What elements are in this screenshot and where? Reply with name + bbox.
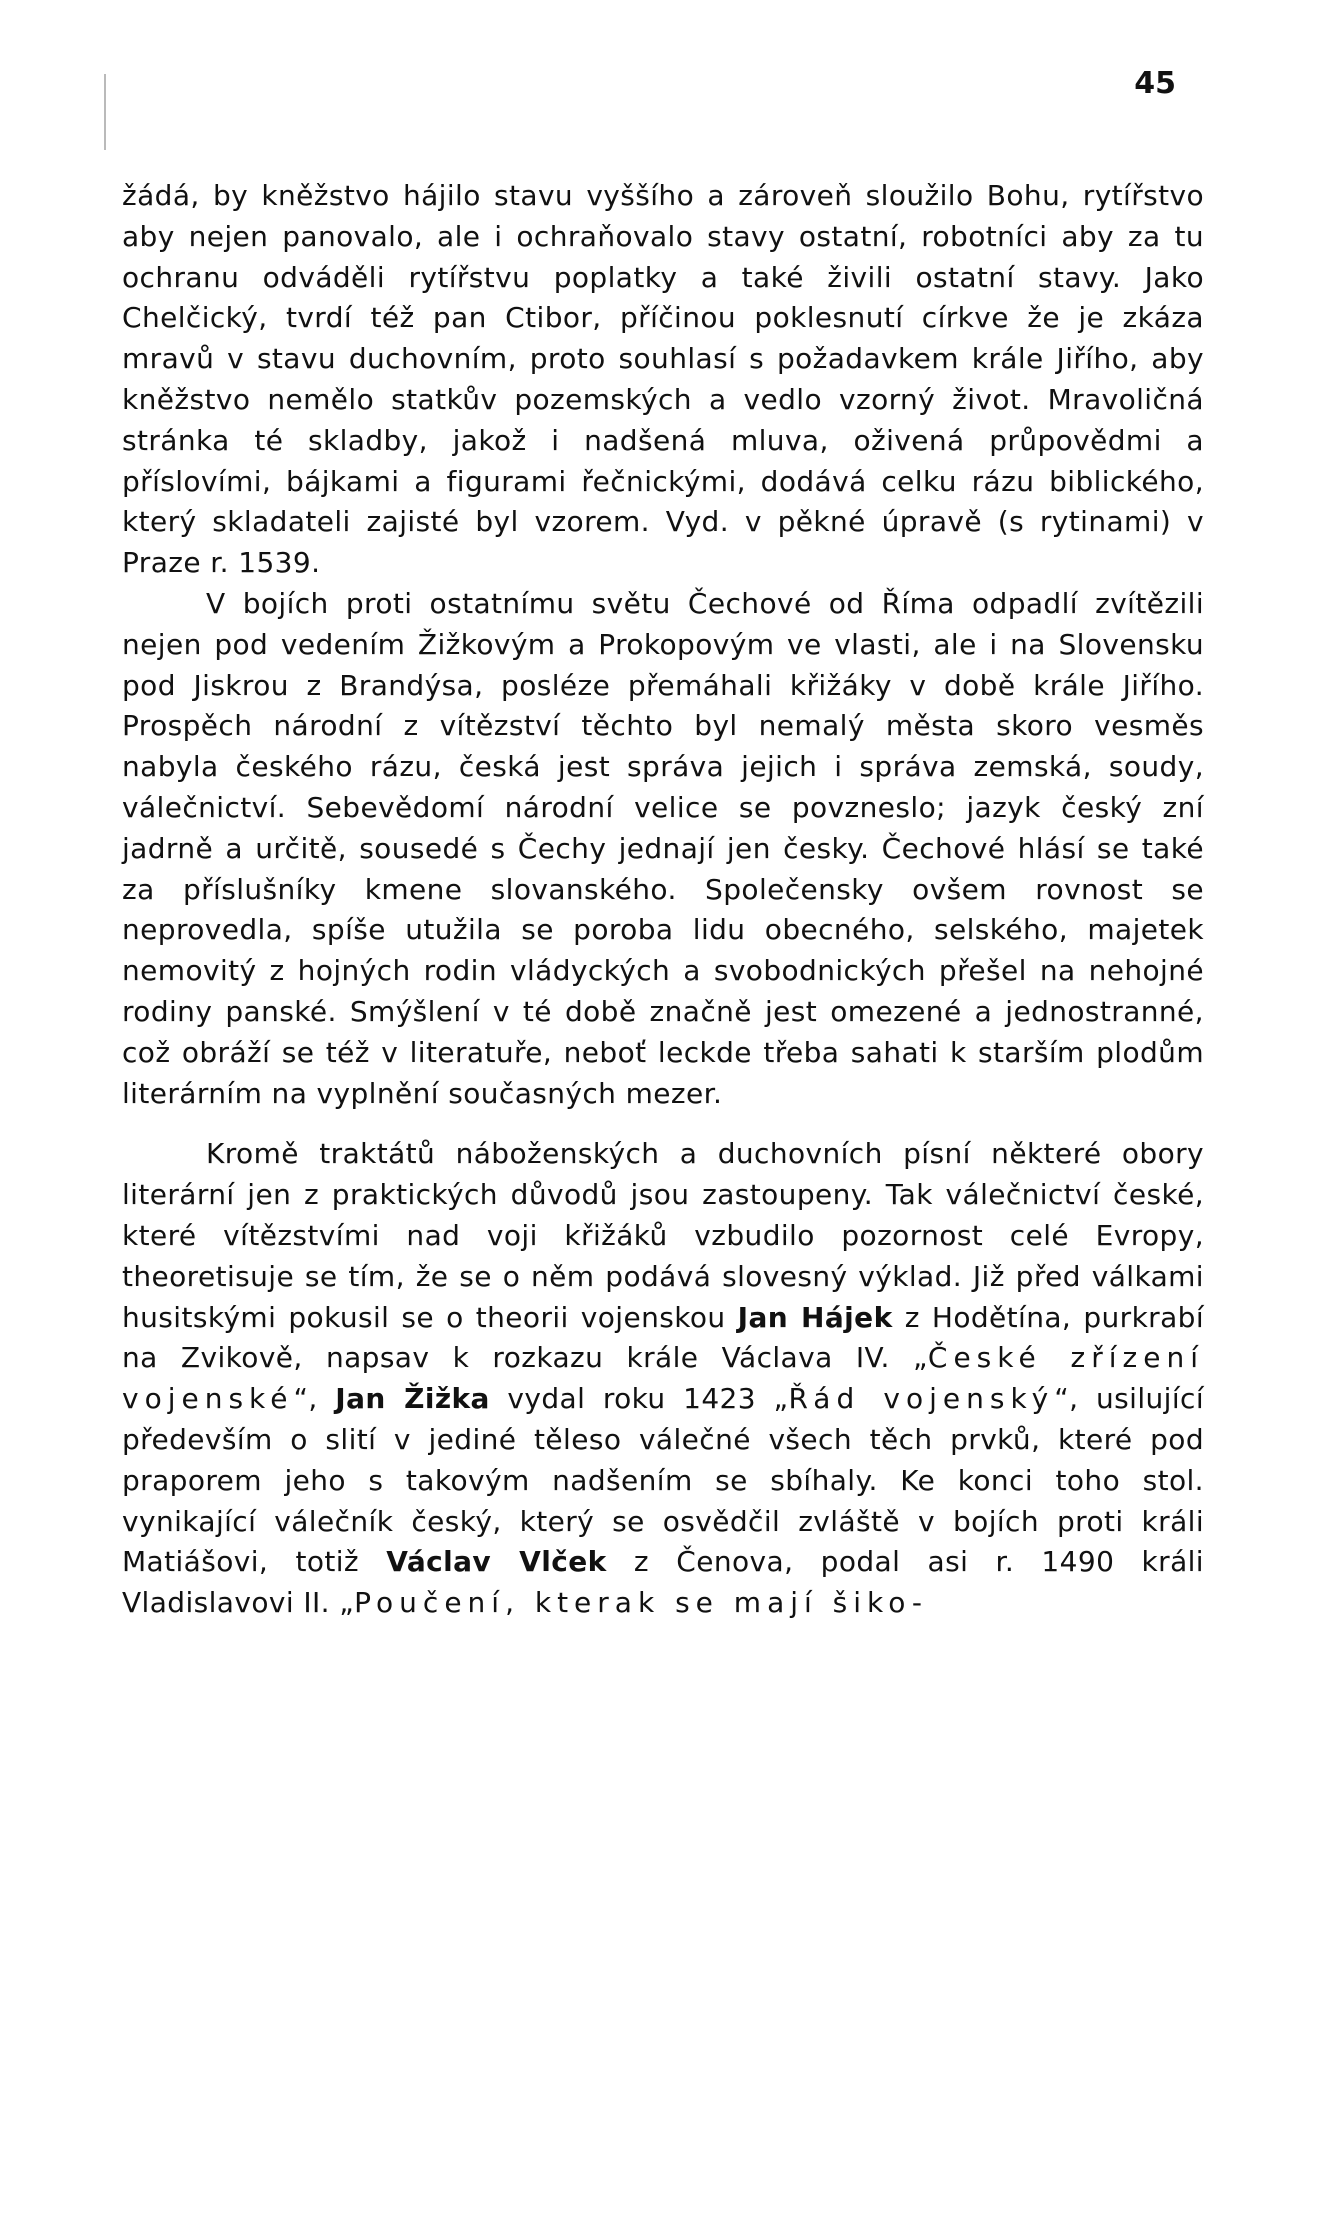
text-segment: “, — [293, 1382, 336, 1416]
text-segment: V bojích proti ostatnímu světu Čechové od Říma odpadlí zvítězili nejen pod vedením Žižkovým a Prokopovým ve vlasti, ale i na Slovensku pod Jiskrou z Brandýsa, posléze přemáhali křižáky v době krále Jiřího. Prospěch národní z vítězství těchto byl nemalý města skoro vesměs nabyla českého rázu, česká jest správa jejich i správa zemská, soudy, válečnictví. Sebevědomí národní velice se povzneslo; jazyk český zní jadrně a určitě, sousedé s Čechy jednají jen česky. Čechové hlásí se také za příslušníky kmene slovanského. Společensky ovšem rovnost se neprovedla, spíše utužila se poroba lidu obecného, selského, majetek nemovitý z hojných rodin vládyckých a svobodnických přešel na nehojné rodiny panské. Smýšlení v té době značně jest omezené a jednostranné, což obráží se též v literatuře, neboť leckde třeba sahati k starším plodům literárním na vyplnění současných mezer. — [122, 586, 1204, 1110]
text-segment: Václav Vlček — [386, 1545, 607, 1579]
paragraph — [122, 1134, 1204, 1624]
text-segment: Poučení, kterak se mají šiko- — [354, 1586, 929, 1620]
paragraph — [122, 176, 1204, 584]
paragraph — [122, 584, 1204, 1114]
text-segment: Kromě traktátů náboženských a duchovních písní některé obory literární jen z praktických důvodů jsou zastoupeny. Tak válečnictví české, které vítězstvími nad voji křižáků vzbudilo pozornost celé Evropy, theoretisuje se tím, že se o něm podává slovesný výklad. Již před válkami husitskými pokusil se o theorii vojenskou — [122, 1137, 1204, 1334]
text-segment: Jan Hájek — [737, 1300, 893, 1334]
text-segment: žádá, by kněžstvo hájilo stavu vyššího a zároveň sloužilo Bohu, rytířstvo aby nejen panovalo, ale i ochraňovalo stavy ostatní, robotníci aby za tu ochranu odváděli rytířstvu poplatky a také živili ostatní stavy. Jako Chelčický, tvrdí též pan Ctibor, příčinou poklesnutí církve že je zkáza mravů v stavu duchovním, proto souhlasí s požadavkem krále Jiřího, aby kněžstvo nemělo statkův pozemských a vedlo vzorný život. Mravoličná stránka té skladby, jakož i nadšená mluva, oživená průpovědmi a příslovími, bájkami a figurami řečnickými, dodává celku rázu biblického, který skladateli zajisté byl vzorem. Vyd. v pěkné úpravě (s rytinami) v Praze r. 1539. — [122, 179, 1204, 580]
text-segment: “, usilující především o slití v jediné těleso válečné všech těch prvků, které pod praporem jeho s takovým nadšením se sbíhaly. Ke konci toho stol. vynikající válečník český, který se osvědčil zvláště v bojích proti králi Matiášovi, totiž — [122, 1382, 1204, 1579]
text-segment: Řád vojenský — [788, 1382, 1055, 1416]
text-block — [122, 176, 1204, 1624]
text-segment: vydal roku 1423 „ — [489, 1382, 789, 1416]
text-segment: Jan Žižka — [335, 1382, 490, 1416]
page-number: 45 — [1134, 66, 1176, 101]
text-segment: z Čenova, podal asi r. 1490 králi Vladislavovi II. „ — [122, 1545, 1204, 1620]
scan-margin-mark — [104, 74, 120, 150]
text-segment: České zřízení vojenské — [122, 1341, 1204, 1416]
text-segment: z Hodětína, purkrabí na Zvikově, napsav k rozkazu krále Václava IV. „ — [122, 1300, 1205, 1375]
